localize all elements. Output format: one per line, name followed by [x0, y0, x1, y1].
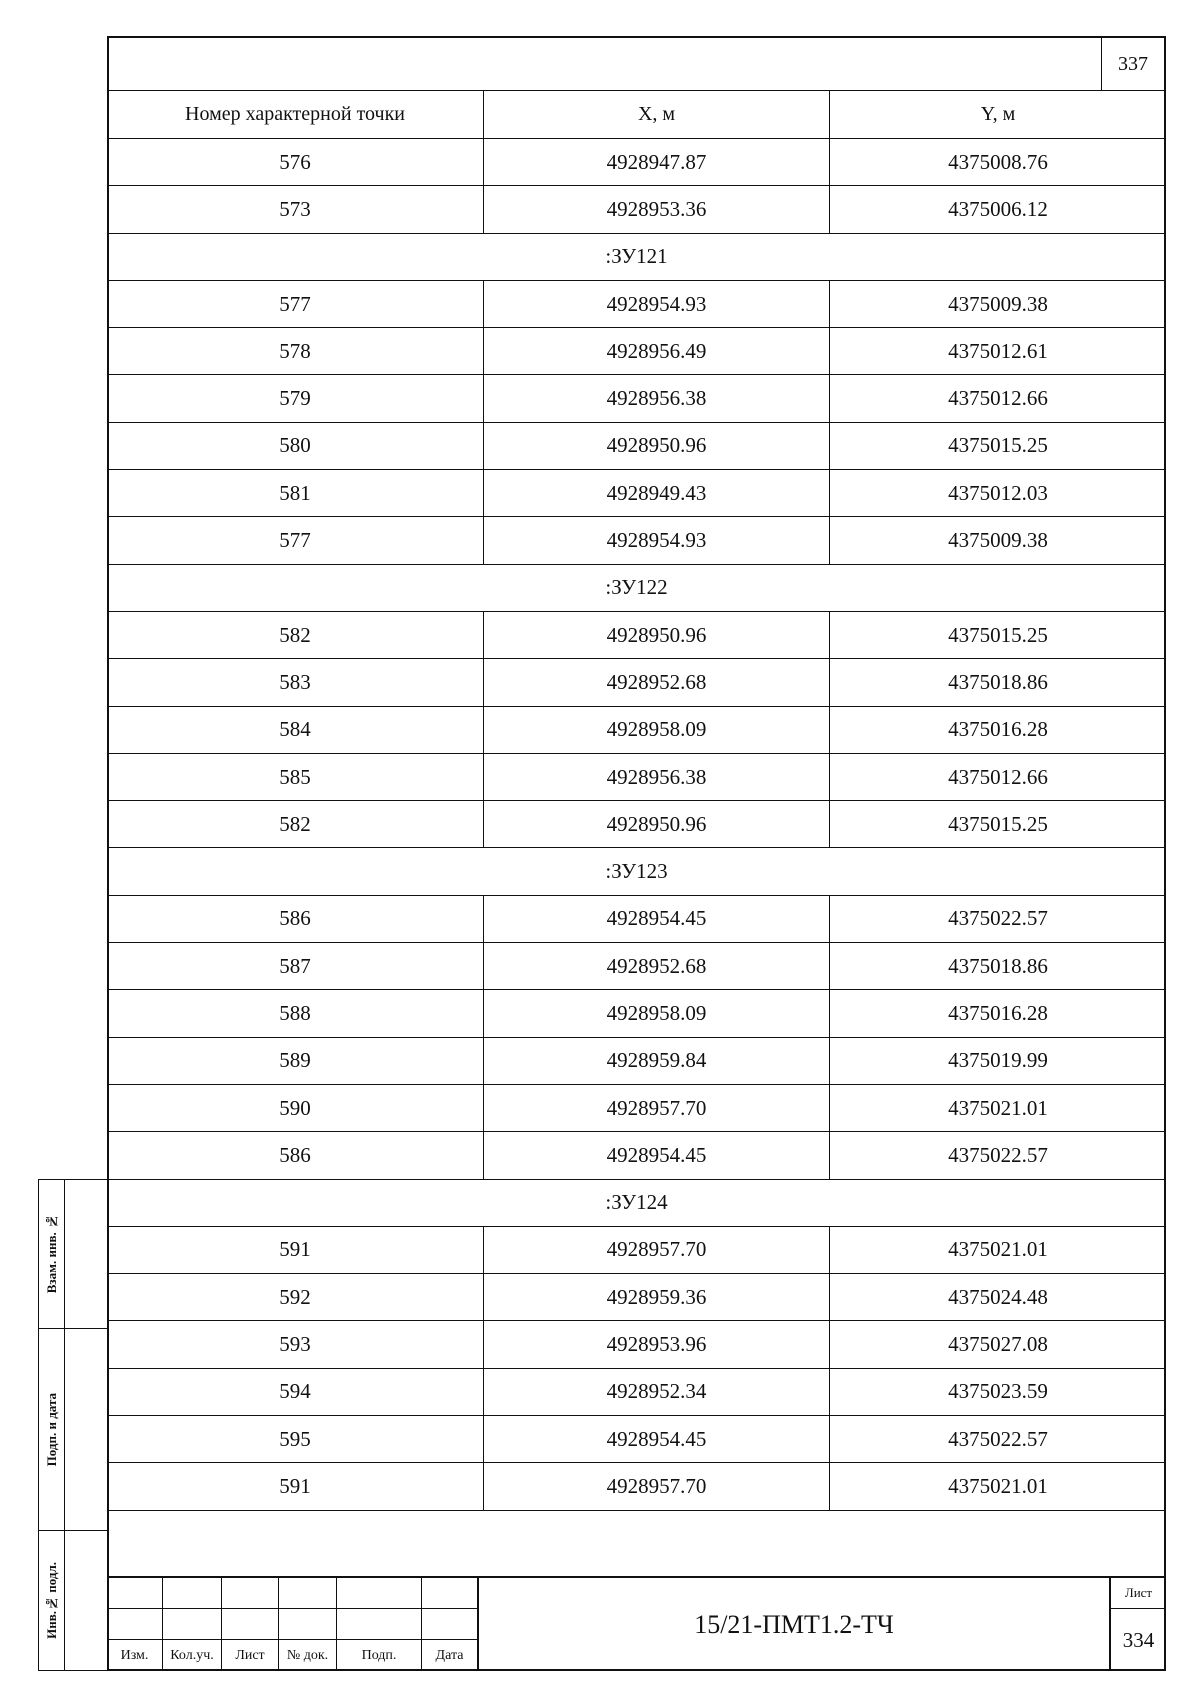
stamp-replaced-inv-label: Взам. инв. №	[43, 1214, 59, 1294]
point-number-cell: 587	[107, 943, 484, 989]
point-number-cell: 581	[107, 470, 484, 516]
stamp-value-cell	[65, 1531, 108, 1670]
revision-cell	[222, 1609, 279, 1640]
x-coordinate-cell: 4928956.38	[484, 375, 830, 421]
revision-grid	[107, 1578, 479, 1671]
x-coordinate-cell: 4928958.09	[484, 990, 830, 1036]
stamp-label-cell	[39, 1329, 65, 1530]
point-number-cell: 584	[107, 707, 484, 753]
label-change: Изм.	[107, 1640, 163, 1671]
x-coordinate-cell: 4928958.09	[484, 707, 830, 753]
x-coordinate-cell: 4928956.49	[484, 328, 830, 374]
stamp-sign-date	[39, 1329, 108, 1531]
point-number-cell: 577	[107, 281, 484, 327]
table-row	[107, 990, 1166, 1037]
y-coordinate-cell: 4375021.01	[948, 1473, 1048, 1498]
table-row	[107, 1416, 1166, 1463]
table-row	[107, 139, 1166, 186]
label-signature: Подп.	[337, 1640, 422, 1671]
table-row	[107, 707, 1166, 754]
table-row	[107, 1321, 1166, 1368]
header-x: X, м	[484, 91, 830, 138]
table-row	[107, 1369, 1166, 1416]
point-number-cell: 582	[107, 612, 484, 658]
revision-cell	[337, 1609, 422, 1640]
table-row	[107, 186, 1166, 233]
x-coordinate-cell: 4928949.43	[484, 470, 830, 516]
y-coordinate-cell: 4375006.12	[948, 196, 1048, 221]
label-sheet: Лист	[222, 1640, 279, 1671]
y-coordinate-cell: 4375008.76	[948, 149, 1048, 174]
table-row	[107, 943, 1166, 990]
revision-cell	[279, 1578, 337, 1609]
group-label: :ЗУ124	[605, 1190, 668, 1215]
y-coordinate-cell: 4375009.38	[948, 291, 1048, 316]
y-coordinate-cell: 4375015.25	[948, 433, 1048, 458]
y-coordinate-cell: 4375015.25	[948, 622, 1048, 647]
point-number-cell: 576	[107, 139, 484, 185]
point-number-cell: 591	[107, 1463, 484, 1509]
y-coordinate-cell: 4375012.66	[948, 764, 1048, 789]
y-coordinate-cell: 4375021.01	[948, 1237, 1048, 1262]
coordinates-table	[107, 90, 1166, 1511]
point-number-cell: 582	[107, 801, 484, 847]
point-number-cell: 591	[107, 1227, 484, 1273]
revision-cell	[422, 1609, 477, 1640]
stamp-label-cell	[39, 1180, 65, 1328]
revision-cell	[279, 1609, 337, 1640]
revision-cell	[163, 1609, 222, 1640]
x-coordinate-cell: 4928954.93	[484, 517, 830, 563]
y-coordinate-cell: 4375016.28	[948, 717, 1048, 742]
y-coordinate-cell: 4375012.61	[948, 338, 1048, 363]
table-row	[107, 801, 1166, 848]
x-coordinate-cell: 4928953.36	[484, 186, 830, 232]
sheet-label: Лист	[1111, 1578, 1166, 1609]
header-point-number: Номер характерной точки	[107, 91, 484, 138]
table-row	[107, 517, 1166, 564]
revision-cell	[337, 1578, 422, 1609]
point-number-cell: 589	[107, 1038, 484, 1084]
point-number-cell: 583	[107, 659, 484, 705]
stamp-replaced-inv	[39, 1180, 108, 1329]
table-row	[107, 1038, 1166, 1085]
x-coordinate-cell: 4928954.93	[484, 281, 830, 327]
y-coordinate-cell: 4375024.48	[948, 1284, 1048, 1309]
point-number-cell: 573	[107, 186, 484, 232]
point-number-cell: 580	[107, 423, 484, 469]
stamp-label-cell	[39, 1531, 65, 1670]
group-row	[107, 1180, 1166, 1227]
x-coordinate-cell: 4928957.70	[484, 1085, 830, 1131]
sheet-box	[1109, 1578, 1166, 1671]
x-coordinate-cell: 4928952.68	[484, 659, 830, 705]
y-coordinate-cell: 4375023.59	[948, 1379, 1048, 1404]
label-quantity: Кол.уч.	[163, 1640, 222, 1671]
x-coordinate-cell: 4928954.45	[484, 1416, 830, 1462]
x-coordinate-cell: 4928959.36	[484, 1274, 830, 1320]
table-row	[107, 612, 1166, 659]
table-row	[107, 1132, 1166, 1179]
label-date: Дата	[435, 1647, 464, 1663]
table-row	[107, 423, 1166, 470]
point-number-cell: 578	[107, 328, 484, 374]
group-row	[107, 565, 1166, 612]
label-doc-number: № док.	[279, 1640, 337, 1671]
x-coordinate-cell: 4928953.96	[484, 1321, 830, 1367]
point-number-cell: 586	[107, 1132, 484, 1178]
y-coordinate-cell: 4375012.66	[948, 386, 1048, 411]
y-coordinate-cell: 4375022.57	[948, 906, 1048, 931]
table-row	[107, 659, 1166, 706]
stamp-orig-inv-label: Инв.№ подл.	[43, 1562, 59, 1639]
revision-cell	[422, 1578, 477, 1609]
revision-cell	[163, 1578, 222, 1609]
y-coordinate-cell: 4375019.99	[948, 1048, 1048, 1073]
point-number-cell: 579	[107, 375, 484, 421]
group-row	[107, 848, 1166, 895]
point-number-cell: 585	[107, 754, 484, 800]
group-label: :ЗУ122	[605, 575, 668, 600]
x-coordinate-cell: 4928959.84	[484, 1038, 830, 1084]
title-block	[107, 1576, 1166, 1671]
x-coordinate-cell: 4928952.34	[484, 1369, 830, 1415]
revision-cell	[107, 1609, 163, 1640]
group-label: :ЗУ121	[605, 244, 668, 269]
table-header-row	[107, 91, 1166, 139]
table-body	[107, 139, 1166, 1511]
table-row	[107, 375, 1166, 422]
x-coordinate-cell: 4928950.96	[484, 423, 830, 469]
x-coordinate-cell: 4928947.87	[484, 139, 830, 185]
table-row	[107, 754, 1166, 801]
y-coordinate-cell: 4375022.57	[948, 1142, 1048, 1167]
page-number: 337	[1101, 36, 1166, 90]
stamp-value-cell	[65, 1180, 108, 1328]
table-row	[107, 281, 1166, 328]
y-coordinate-cell: 4375022.57	[948, 1426, 1048, 1451]
revision-cell	[222, 1578, 279, 1609]
x-coordinate-cell: 4928957.70	[484, 1463, 830, 1509]
y-coordinate-cell: 4375021.01	[948, 1095, 1048, 1120]
table-row	[107, 1227, 1166, 1274]
y-coordinate-cell: 4375027.08	[948, 1332, 1048, 1357]
side-stamp	[38, 1179, 108, 1671]
y-coordinate-cell: 4375018.86	[948, 953, 1048, 978]
point-number-cell: 594	[107, 1369, 484, 1415]
table-row	[107, 328, 1166, 375]
y-coordinate-cell: 4375016.28	[948, 1000, 1048, 1025]
y-coordinate-cell: 4375015.25	[948, 811, 1048, 836]
stamp-sign-date-label: Подп. и дата	[43, 1392, 59, 1467]
x-coordinate-cell: 4928950.96	[484, 612, 830, 658]
y-coordinate-cell: 4375009.38	[948, 528, 1048, 553]
revision-cell	[107, 1578, 163, 1609]
x-coordinate-cell: 4928952.68	[484, 943, 830, 989]
sheet-number: 334	[1122, 1627, 1155, 1652]
x-coordinate-cell: 4928957.70	[484, 1227, 830, 1273]
y-coordinate-cell: 4375012.03	[948, 480, 1048, 505]
group-label: :ЗУ123	[605, 859, 668, 884]
table-row	[107, 1274, 1166, 1321]
group-row	[107, 234, 1166, 281]
header-y: Y, м	[980, 103, 1016, 125]
table-row	[107, 896, 1166, 943]
point-number-cell: 577	[107, 517, 484, 563]
table-row	[107, 1085, 1166, 1132]
y-coordinate-cell: 4375018.86	[948, 669, 1048, 694]
point-number-cell: 593	[107, 1321, 484, 1367]
point-number-cell: 590	[107, 1085, 484, 1131]
table-row	[107, 1463, 1166, 1510]
point-number-cell: 588	[107, 990, 484, 1036]
stamp-orig-inv	[39, 1531, 108, 1670]
point-number-cell: 592	[107, 1274, 484, 1320]
table-row	[107, 470, 1166, 517]
stamp-value-cell	[65, 1329, 108, 1530]
document-code: 15/21-ПМТ1.2-ТЧ	[694, 1609, 894, 1639]
x-coordinate-cell: 4928956.38	[484, 754, 830, 800]
point-number-cell: 595	[107, 1416, 484, 1462]
point-number-cell: 586	[107, 896, 484, 942]
x-coordinate-cell: 4928954.45	[484, 1132, 830, 1178]
x-coordinate-cell: 4928954.45	[484, 896, 830, 942]
x-coordinate-cell: 4928950.96	[484, 801, 830, 847]
